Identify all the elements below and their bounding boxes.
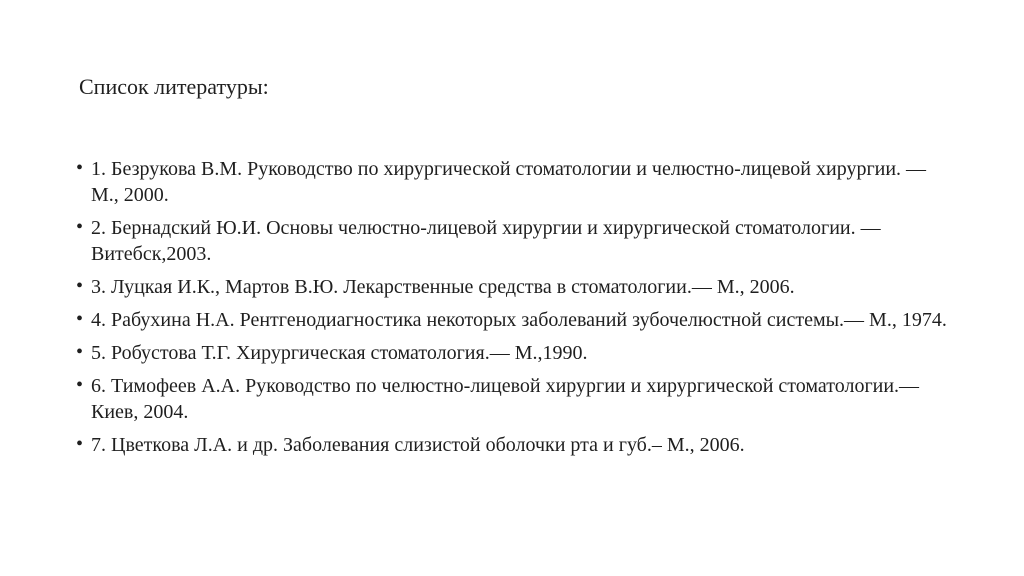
reference-text: 1. Безрукова В.М. Руководство по хирургической стоматологии и челюстно-лицевой хирургии. — М., 2000. <box>91 158 927 206</box>
bullet-icon: • <box>76 433 84 455</box>
reference-text: 7. Цветкова Л.А. и др. Заболевания слизистой оболочки рта и губ.– М., 2006. <box>91 434 745 456</box>
slide-title: Список литературы: <box>79 74 269 99</box>
bullet-icon: • <box>76 275 84 297</box>
bullet-icon: • <box>76 216 84 238</box>
reference-text: 2. Бернадский Ю.И. Основы челюстно-лицевой хирургии и хирургической стоматологии. — Витебск,2003. <box>91 217 881 265</box>
reference-text: 6. Тимофеев А.А. Руководство по челюстно-лицевой хирургии и хирургической стоматологии.— Киев, 2004. <box>91 375 920 423</box>
reference-item <box>76 432 956 458</box>
reference-text: 3. Луцкая И.К., Мартов В.Ю. Лекарственные средства в стоматологии.— М., 2006. <box>91 276 795 298</box>
bullet-icon: • <box>76 341 84 363</box>
reference-item <box>76 373 956 425</box>
bullet-icon: • <box>76 157 84 179</box>
bullet-icon: • <box>76 374 84 396</box>
reference-text: 4. Рабухина Н.А. Рентгенодиагностика некоторых заболеваний зубочелюстной системы.— М., 1974. <box>91 309 947 331</box>
reference-item <box>76 274 956 300</box>
reference-item <box>76 215 956 267</box>
reference-item <box>76 156 956 208</box>
reference-item <box>76 307 956 333</box>
bullet-icon: • <box>76 308 84 330</box>
reference-item <box>76 340 956 366</box>
reference-text: 5. Робустова Т.Г. Хирургическая стоматология.— М.,1990. <box>91 342 588 364</box>
reference-list <box>76 156 956 465</box>
